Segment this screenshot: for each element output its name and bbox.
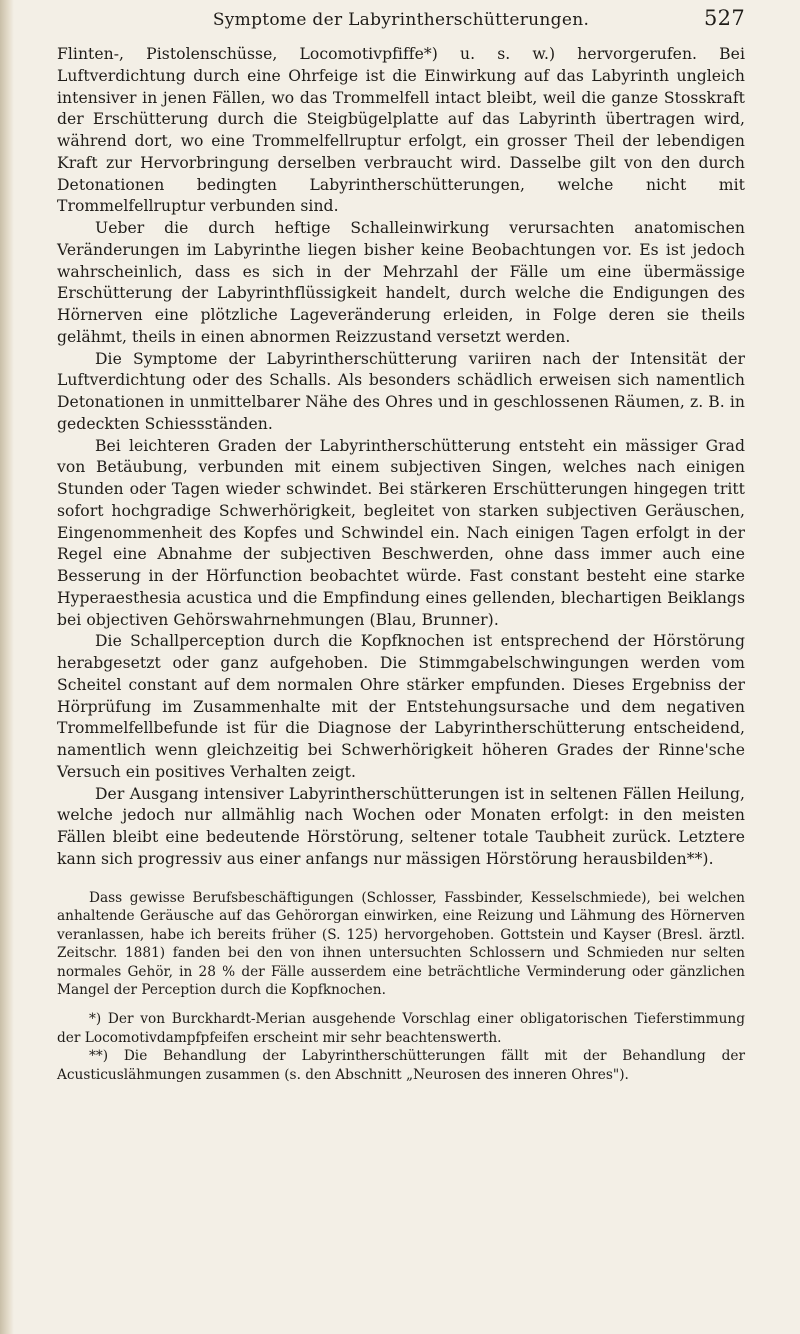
footnote-1: *) Der von Burckhardt-Merian ausgehende Vorschlag einer obligatorischen Tieferstimmung der Locomotivdampfpfeifen erscheint mir sehr beachtenswerth. xyxy=(57,1011,745,1046)
small-paragraph: Dass gewisse Berufsbeschäftigungen (Schlosser, Fassbinder, Kesselschmiede), bei welchen anhaltende Geräusche auf das Gehörorgan einwirken, eine Reizung und Lähmung des Hörnerven veranlassen, habe ich bereits früher (S. 125) hervorgehoben. Gottstein und Kayser (Bresl. ärztl. Zeitschr. 1881) fanden bei den von ihnen untersuchten Schlossern und Schmieden nur selten normales Gehör, in 28 % der Fälle ausserdem eine beträchtliche Verminderung oder gänzlichen Mangel der Perception durch die Kopfknochen. xyxy=(57,889,745,999)
paragraph-4: Bei leichteren Graden der Labyrintherschütterung entsteht ein mässiger Grad von Betäubung, verbunden mit einem subjectiven Singen, welches nach einigen Stunden oder Tagen wieder schwindet. Bei stärkeren Erschütterungen hingegen tritt sofort hochgradige Schwerhörigkeit, begleitet von starken subjectiven Geräuschen, Eingenommenheit des Kopfes und Schwindel ein. Nach einigen Tagen erfolgt in der Regel eine Abnahme der subjectiven Beschwerden, ohne dass immer auch eine Besserung in der Hörfunction beobachtet würde. Fast constant besteht eine starke Hyperaesthesia acustica und die Empfindung eines gellenden, blechartigen Beiklangs bei objectiven Gehörswahrnehmungen (Blau, Brunner). xyxy=(57,436,745,629)
main-text xyxy=(57,44,745,871)
paragraph-6: Der Ausgang intensiver Labyrintherschütterungen ist in seltenen Fällen Heilung, welche jedoch nur allmählig nach Wochen oder Monaten erfolgt: in den meisten Fällen bleibt eine bedeutende Hörstörung, seltener totale Taubheit zurück. Letztere kann sich progressiv aus einer anfangs nur mässigen Hörstörung herausbilden**). xyxy=(57,784,745,868)
footnote-2: **) Die Behandlung der Labyrintherschütterungen fällt mit der Behandlung der Acusticuslähmungen zusammen (s. den Abschnitt „Neurosen des inneren Ohres"). xyxy=(57,1048,745,1083)
running-title: Symptome der Labyrintherschütterungen. xyxy=(212,10,590,30)
paragraph-3: Die Symptome der Labyrintherschütterung variiren nach der Intensität der Luftverdichtung oder des Schalls. Als besonders schädlich erweisen sich namentlich Detonationen in unmittelbarer Nähe des Ohres und in geschlossenen Räumen, z. B. in gedeckten Schiessständen. xyxy=(57,349,745,433)
paragraph-2: Ueber die durch heftige Schalleinwirkung verursachten anatomischen Veränderungen im Labyrinthe liegen bisher keine Beobachtungen vor. Es ist jedoch wahrscheinlich, dass es sich in der Mehrzahl der Fälle um eine übermässige Erschütterung der Labyrinthflüssigkeit handelt, durch welche die Endigungen des Hörnerven eine plötzliche Lageveränderung erleiden, in Folge deren sie theils gelähmt, theils in einen abnormen Reizzustand versetzt werden. xyxy=(57,219,745,346)
page-header xyxy=(57,0,745,44)
page-gutter-shadow xyxy=(0,0,14,1334)
small-print-section xyxy=(57,889,745,1001)
paragraph-5: Die Schallperception durch die Kopfknochen ist entsprechend der Hörstörung herabgesetzt oder ganz aufgehoben. Die Stimmgabelschwingungen werden vom Scheitel constant auf dem normalen Ohre stärker empfunden. Dieses Ergebniss der Hörprüfung im Zusammenhalte mit der Entstehungsursache und dem negativen Trommelfellbefunde ist für die Diagnose der Labyrintherschütterung entscheidend, namentlich wenn gleichzeitig bei Schwerhörigkeit höheren Grades der Rinne'sche Versuch ein positives Verhalten zeigt. xyxy=(57,632,745,781)
book-page xyxy=(57,0,745,1334)
paragraph-1: Flinten-, Pistolenschüsse, Locomotivpfiffe*) u. s. w.) hervorgerufen. Bei Luftverdichtung durch eine Ohrfeige ist die Einwirkung auf das Labyrinth ungleich intensiver in jenen Fällen, wo das Trommelfell intact bleibt, weil die ganze Stosskraft der Erschütterung durch die Steigbügelplatte auf das Labyrinth übertragen wird, während dort, wo eine Trommelfellruptur erfolgt, ein grosser Theil der lebendigen Kraft zur Hervorbringung derselben verbraucht wird. Dasselbe gilt von den durch Detonationen bedingten Labyrintherschütterungen, welche nicht mit Trommelfellruptur verbunden sind. xyxy=(57,45,745,216)
page-number: 527 xyxy=(704,6,745,30)
footnotes xyxy=(57,1010,745,1084)
